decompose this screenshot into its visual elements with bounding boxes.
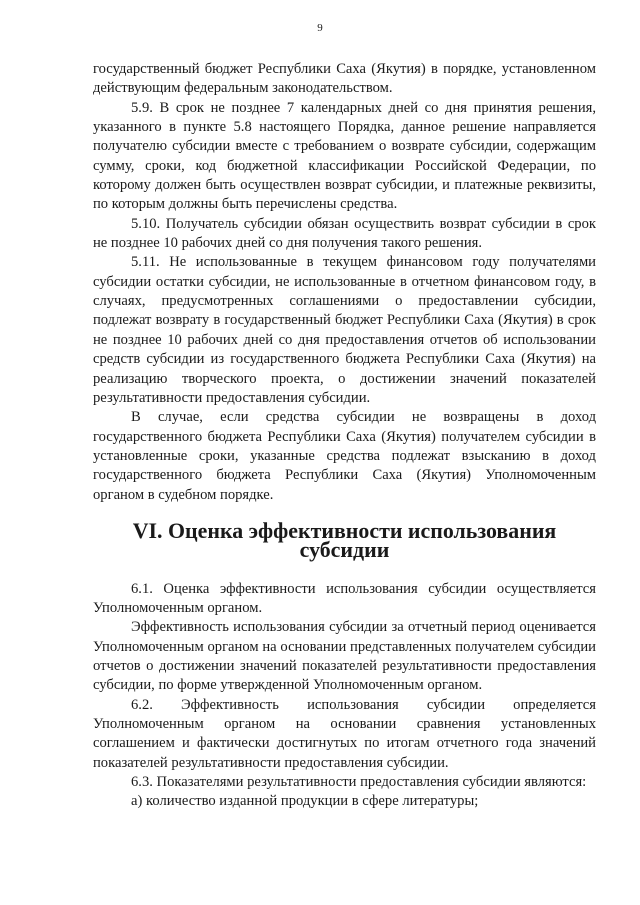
paragraph-5-10: 5.10. Получатель субсидии обязан осуществить возврат субсидии в срок не позднее 10 рабочих дней со дня получения такого решения. (93, 215, 596, 252)
paragraph-6-2: 6.2. Эффективность использования субсидии определяется Уполномоченным органом на основании сравнения установленных соглашением и фактически достигнутых по итогам отчетного года значений показателей результативности предоставления субсидии. (93, 696, 596, 771)
section-heading: VI. Оценка эффективности использования субсидии (132, 517, 557, 563)
paragraph-5-11: 5.11. Не использованные в текущем финансовом году получателями субсидии остатки субсидии, не использованные в отчетном финансовом году, в случаях, предусмотренных соглашениями о предоставлении субсидии, подлежат возврату в государственный бюджет Республики Саха (Якутия) в срок не позднее 10 рабочих дней со дня предоставления отчетов об использовании средств субсидии из государственного бюджета Республики Саха (Якутия) на реализацию творческого проекта, о достижении значений показателей результативности предоставления субсидии. (93, 254, 596, 406)
list-item-a: а) количество изданной продукции в сфере литературы; (131, 793, 479, 810)
paragraph-non-return: В случае, если средства субсидии не возвращены в доход государственного бюджета Республики Саха (Якутия) получателем субсидии в установленные сроки, указанные средства подлежат взысканию в доход государственного бюджета Республики Саха (Якутия) Уполномоченным органом в судебном порядке. (93, 409, 596, 503)
paragraph-6-1: 6.1. Оценка эффективности использования субсидии осуществляется Уполномоченным органом. (93, 580, 596, 616)
document-body (93, 60, 596, 812)
paragraph-5-9: 5.9. В срок не позднее 7 календарных дней со дня принятия решения, указанного в пункте 5.8 настоящего Порядка, данное решение направляется получателю субсидии вместе с требованием о возврате субсидии, содержащим сумму, сроки, код бюджетной классификации Российской Федерации, по которому должен быть осуществлен возврат субсидии, и платежные реквизиты, по которым должны быть перечислены средства. (93, 99, 596, 213)
paragraph-continuation: государственный бюджет Республики Саха (Якутия) в порядке, установленном действующим федеральным законодательством. (93, 61, 596, 97)
paragraph-efficiency: Эффективность использования субсидии за отчетный период оценивается Уполномоченным органом на основании представленных получателем субсидии отчетов о достижении значений показателей результативности предоставления субсидии, по форме утвержденной Уполномоченным органом. (93, 619, 596, 694)
section-vi (93, 580, 596, 812)
section-v-continuation (93, 60, 596, 505)
paragraph-6-3: 6.3. Показателями результативности предоставления субсидии являются: (131, 774, 587, 791)
page-number: 9 (317, 22, 323, 34)
